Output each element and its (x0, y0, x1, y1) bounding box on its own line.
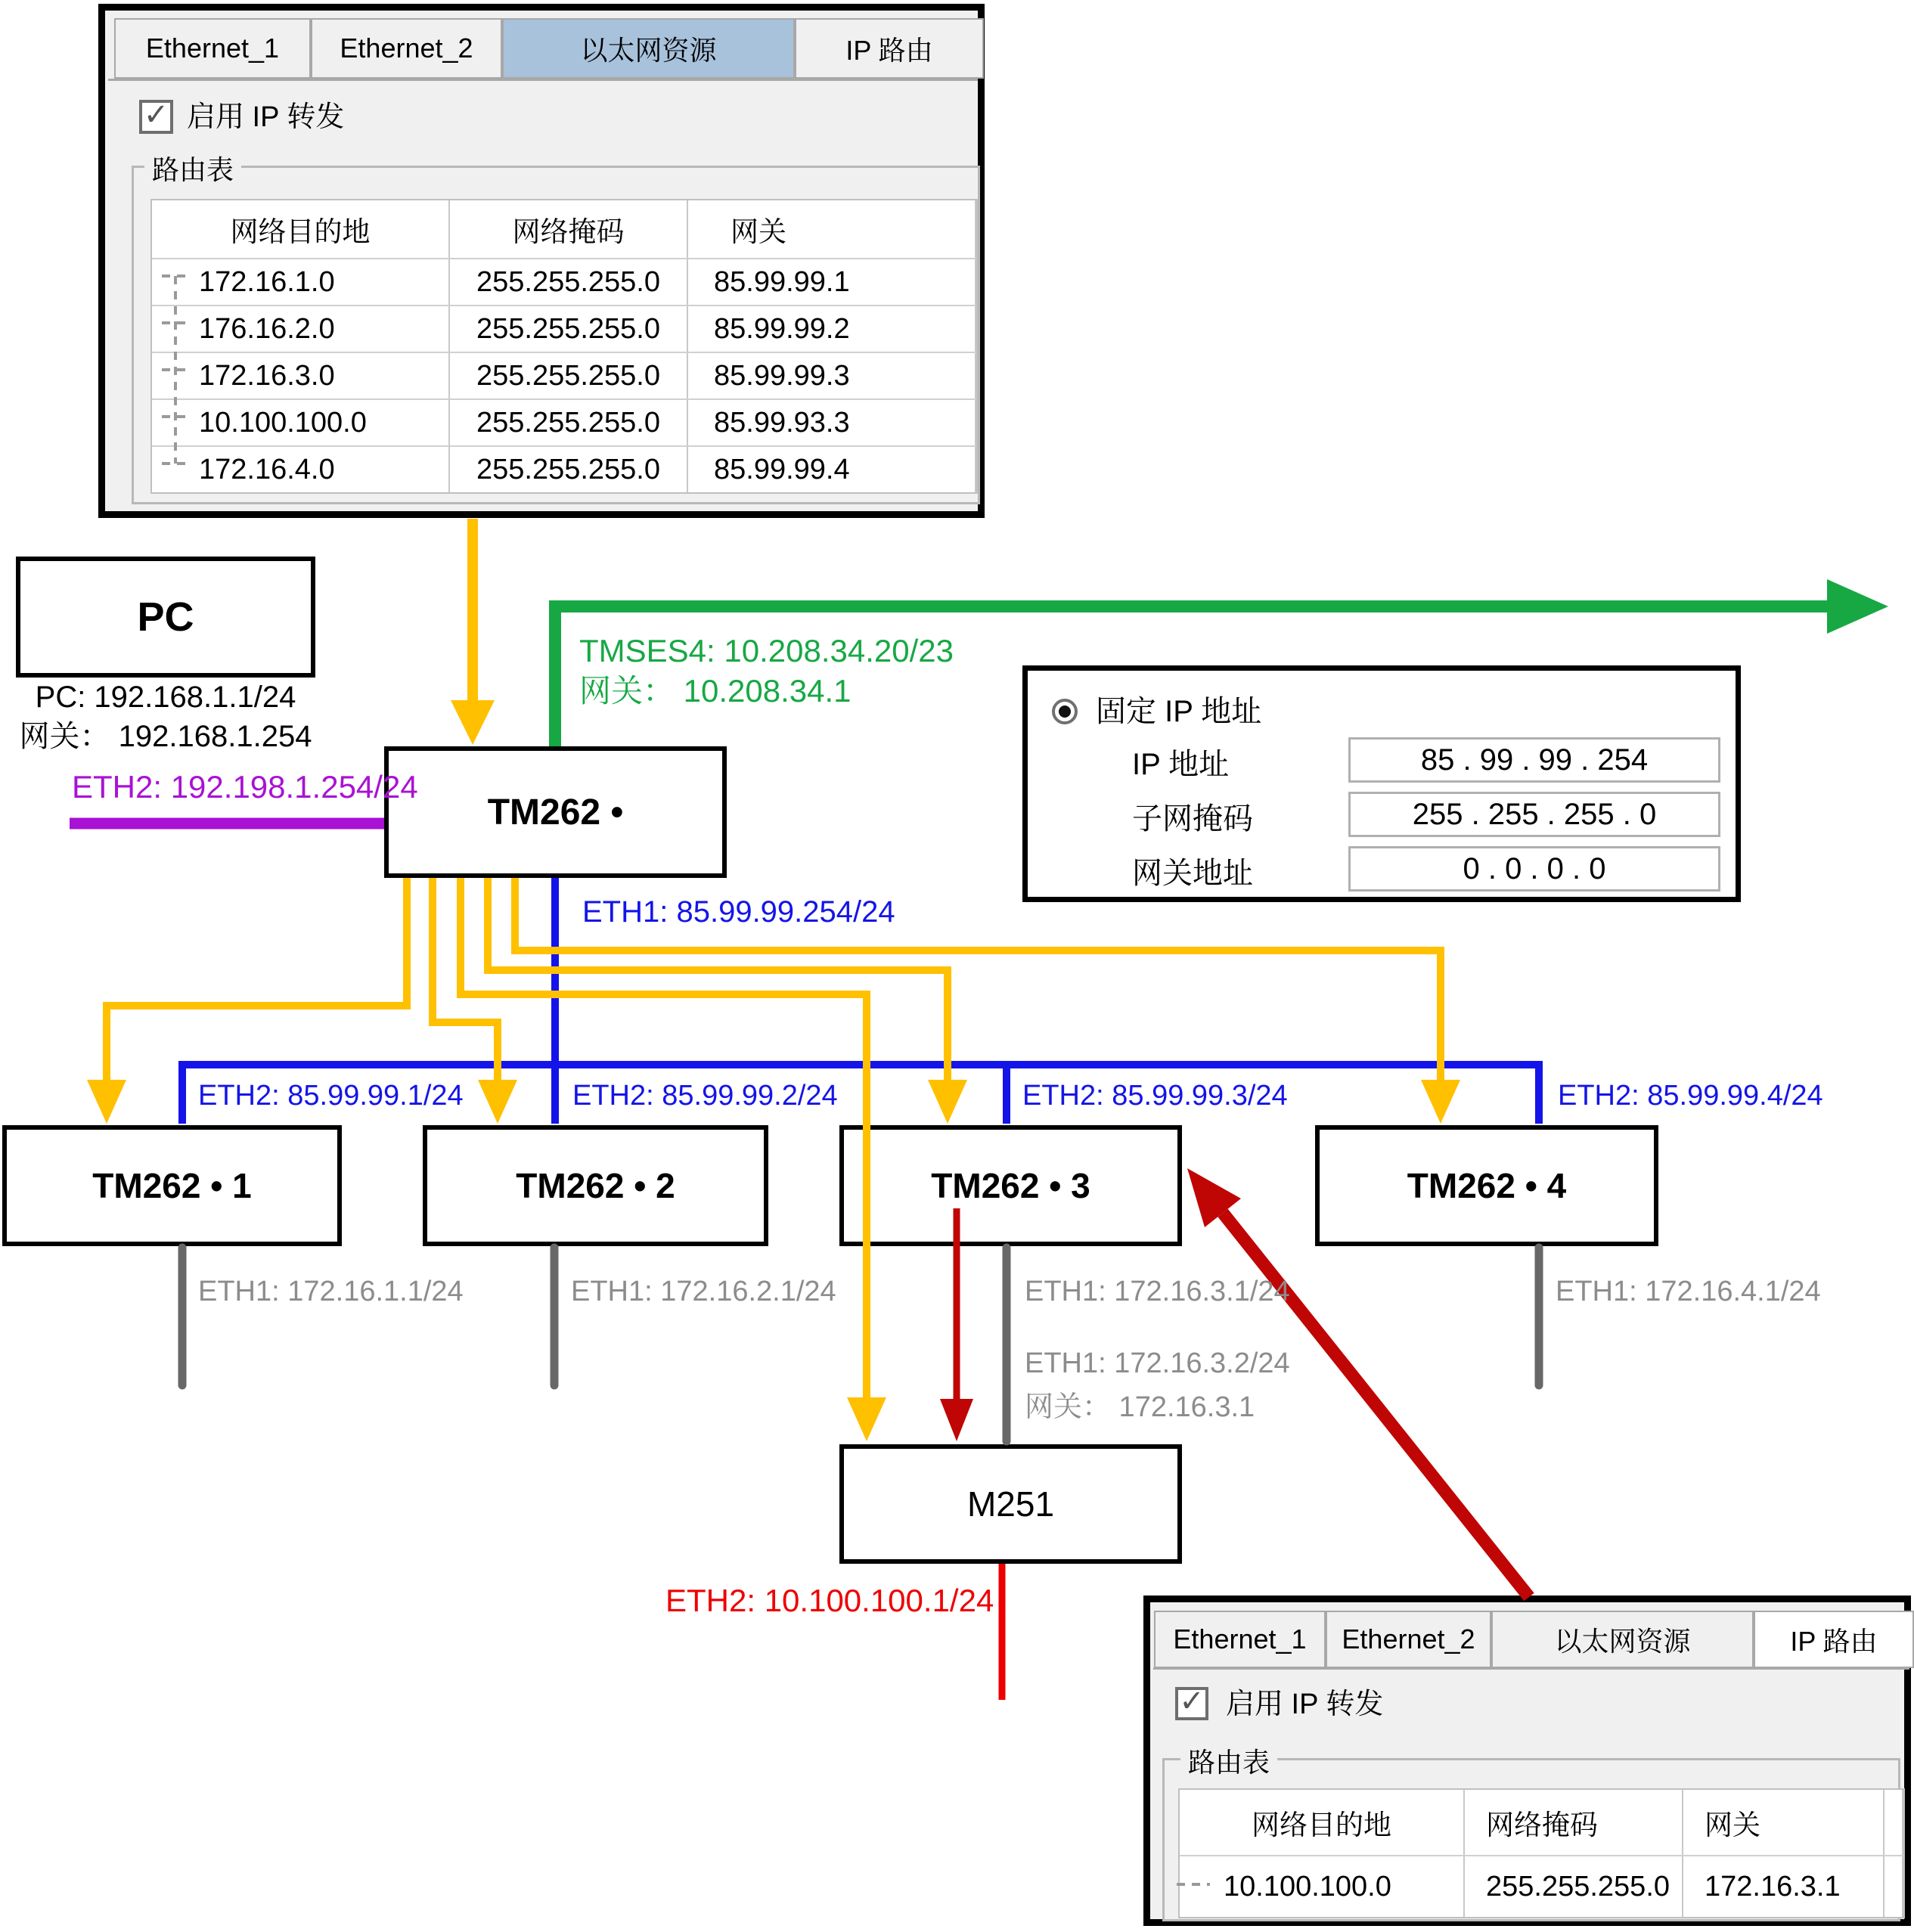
pc-node-label: PC (137, 594, 194, 640)
tm262-1-node (2, 1125, 342, 1246)
tm262-node-label: TM262 • (487, 792, 624, 833)
yellow-arrowhead-icon (451, 700, 495, 745)
col-header-netmask: 网络掩码 (450, 200, 688, 258)
eth1-gateway-label-3: 网关： 172.16.3.1 (1025, 1391, 1255, 1423)
yellow-route-2 (433, 878, 498, 1083)
fixed-ip-radio[interactable] (1052, 699, 1078, 724)
pc-node (16, 557, 315, 678)
red-arrowhead-icon (940, 1399, 973, 1441)
checkbox-check-icon: ✓ (143, 98, 169, 132)
routing-table (1178, 1788, 1905, 1918)
cell-destination: 10.100.100.0 (1180, 1856, 1465, 1917)
yellow-route-1 (107, 878, 407, 1083)
tab-ethernet2[interactable] (311, 18, 502, 79)
yellow-arrowhead-icon (1421, 1080, 1460, 1124)
routing-table (150, 199, 978, 494)
cell-gateway: 85.99.93.3 (688, 400, 976, 445)
cell-netmask: 255.255.255.0 (450, 306, 688, 352)
eth1-label-2: ETH1: 172.16.2.1/24 (571, 1276, 836, 1307)
tm262-eth1-label: ETH1: 85.99.99.254/24 (582, 895, 895, 929)
tmses4-label: TMSES4: 10.208.34.20/23 (579, 633, 954, 668)
tm262-node (384, 746, 727, 878)
m251-label: M251 (966, 1484, 1055, 1524)
table-row[interactable] (152, 352, 976, 398)
m251-node (839, 1444, 1182, 1564)
fixed-ip-radio-label: 固定 IP 地址 (1096, 695, 1262, 728)
tab-label: IP 路由 (1790, 1625, 1878, 1657)
eth2-label-2: ETH2: 85.99.99.2/24 (572, 1080, 838, 1112)
cell-gateway: 172.16.3.1 (1683, 1856, 1885, 1917)
tm262-4-label: TM262 • 4 (1407, 1166, 1567, 1205)
red-diagonal-line (1223, 1213, 1529, 1597)
tab-label: 以太网资源 (580, 34, 717, 66)
eth1-label-3a: ETH1: 172.16.3.1/24 (1025, 1276, 1290, 1307)
gateway-address-input[interactable] (1348, 846, 1720, 892)
tabbar-divider (108, 79, 978, 81)
cell-destination: 172.16.3.0 (152, 353, 450, 398)
subnet-mask-input[interactable] (1348, 792, 1720, 837)
subnet-mask-label: 子网掩码 (1132, 802, 1253, 836)
tab-label: Ethernet_2 (340, 33, 473, 64)
cell-netmask: 255.255.255.0 (450, 353, 688, 398)
tab-ethernet-resources[interactable] (1491, 1611, 1754, 1668)
table-row[interactable] (152, 445, 976, 492)
radio-dot-icon (1059, 706, 1071, 718)
tm262-3-label: TM262 • 3 (931, 1166, 1090, 1205)
eth2-label-1: ETH2: 85.99.99.1/24 (198, 1080, 464, 1112)
table-row[interactable] (152, 258, 976, 305)
col-header-destination: 网络目的地 (152, 200, 450, 258)
tm262-2-node (423, 1125, 768, 1246)
ip-address-label: IP 地址 (1132, 748, 1230, 781)
routing-table-group-label: 路由表 (1180, 1741, 1277, 1780)
cell-netmask: 255.255.255.0 (450, 259, 688, 305)
fixed-ip-panel (1022, 665, 1741, 902)
yellow-arrowhead-icon (478, 1080, 517, 1124)
eth2-label-3: ETH2: 85.99.99.3/24 (1022, 1080, 1288, 1112)
routing-table-header (1180, 1790, 1903, 1855)
ip-forward-checkbox[interactable] (139, 100, 173, 134)
tm262-3-node (839, 1125, 1182, 1246)
ip-address-value: 85 . 99 . 99 . 254 (1420, 743, 1649, 777)
pc-gateway-label: 网关： 192.168.1.254 (19, 720, 312, 753)
cell-gateway: 85.99.99.2 (688, 306, 976, 352)
cell-gateway: 85.99.99.3 (688, 353, 976, 398)
cell-netmask: 255.255.255.0 (450, 447, 688, 492)
cell-gateway: 85.99.99.1 (688, 259, 976, 305)
tab-ethernet2[interactable] (1326, 1611, 1491, 1668)
tab-label: Ethernet_2 (1342, 1623, 1475, 1654)
routing-table-group-label: 路由表 (144, 149, 241, 188)
pc-ip-label: PC: 192.168.1.1/24 (35, 681, 296, 714)
col-header-netmask: 网络掩码 (1465, 1790, 1683, 1855)
router-config-dialog-tm262 (98, 4, 985, 518)
m251-eth2-label: ETH2: 10.100.100.1/24 (665, 1583, 994, 1618)
pc-eth2-label: ETH2: 192.198.1.254/24 (72, 769, 418, 805)
tm262-4-node (1315, 1125, 1658, 1246)
green-arrowhead-icon (1827, 579, 1888, 634)
table-row[interactable] (1180, 1855, 1903, 1917)
col-header-spacer (1885, 1790, 1903, 1855)
cell-spacer (1885, 1856, 1903, 1917)
cell-destination: 172.16.4.0 (152, 447, 450, 492)
ip-forward-label: 启用 IP 转发 (187, 101, 345, 133)
eth2-label-4: ETH2: 85.99.99.4/24 (1558, 1080, 1823, 1112)
yellow-arrowhead-icon (847, 1397, 886, 1441)
tm262-1-label: TM262 • 1 (92, 1166, 252, 1205)
yellow-arrowhead-icon (928, 1080, 967, 1124)
tab-ethernet1[interactable] (114, 18, 311, 79)
eth1-label-3b: ETH1: 172.16.3.2/24 (1025, 1347, 1290, 1379)
tab-ethernet1[interactable] (1154, 1611, 1326, 1668)
cell-destination: 172.16.1.0 (152, 259, 450, 305)
tab-ip-route-active[interactable] (1754, 1611, 1914, 1668)
cell-destination: 176.16.2.0 (152, 306, 450, 352)
col-header-gateway: 网关 (1683, 1790, 1885, 1855)
eth1-label-1: ETH1: 172.16.1.1/24 (198, 1276, 464, 1307)
red-diagonal-arrowhead-icon (1187, 1168, 1241, 1227)
col-header-gateway: 网关 (688, 200, 976, 258)
tab-ip-route[interactable] (795, 18, 984, 79)
cell-netmask: 255.255.255.0 (450, 400, 688, 445)
subnet-mask-value: 255 . 255 . 255 . 0 (1412, 797, 1657, 831)
tab-label: Ethernet_1 (1173, 1623, 1307, 1654)
tab-label: IP 路由 (845, 34, 933, 66)
checkbox-check-icon: ✓ (1179, 1685, 1205, 1718)
tab-ethernet-resources-active[interactable] (502, 18, 795, 79)
cell-gateway: 85.99.99.4 (688, 447, 976, 492)
table-row[interactable] (152, 305, 976, 352)
router-config-dialog-tm262-3 (1143, 1596, 1911, 1926)
tm262-2-label: TM262 • 2 (516, 1166, 675, 1205)
ip-address-input[interactable] (1348, 737, 1720, 783)
tabbar-divider (1153, 1667, 1909, 1670)
cell-destination: 10.100.100.0 (152, 400, 450, 445)
gateway-address-label: 网关地址 (1132, 857, 1253, 890)
table-row[interactable] (152, 398, 976, 445)
tmses4-gateway-label: 网关： 10.208.34.1 (579, 673, 852, 709)
eth1-label-4: ETH1: 172.16.4.1/24 (1556, 1276, 1821, 1307)
tab-label: 以太网资源 (1554, 1625, 1691, 1657)
cell-netmask: 255.255.255.0 (1465, 1856, 1683, 1917)
yellow-arrowhead-icon (87, 1080, 126, 1124)
tab-label: Ethernet_1 (145, 33, 280, 64)
ip-forward-checkbox[interactable] (1175, 1687, 1208, 1720)
gateway-address-value: 0 . 0 . 0 . 0 (1463, 851, 1606, 885)
ip-forward-label: 启用 IP 转发 (1226, 1689, 1384, 1720)
col-header-destination: 网络目的地 (1180, 1790, 1465, 1855)
routing-table-header (152, 200, 976, 258)
